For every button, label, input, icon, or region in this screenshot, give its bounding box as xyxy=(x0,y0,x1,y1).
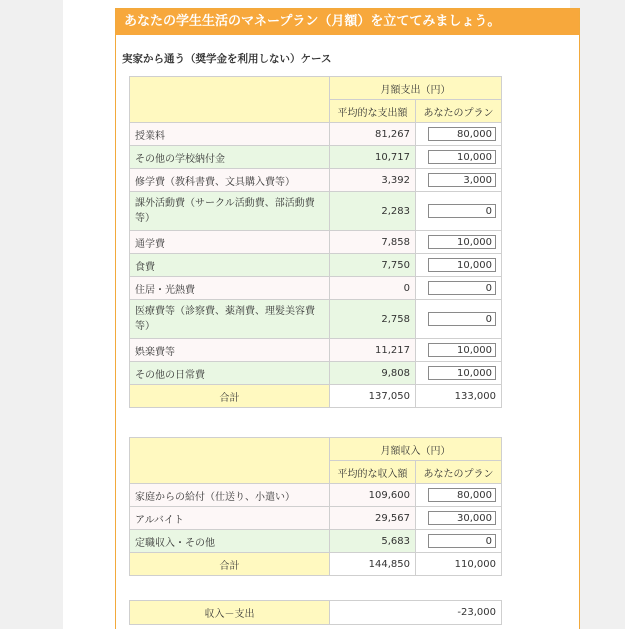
table-row xyxy=(130,192,502,231)
row-label: 課外活動費（サークル活動費、部活動費等） xyxy=(130,192,330,231)
page-title: あなたの学生生活のマネープラン（月額）を立ててみましょう。 xyxy=(116,9,579,35)
total-label: 合計 xyxy=(130,385,330,408)
total-average: 137,050 xyxy=(330,385,416,408)
income-col-plan: あなたのプラン xyxy=(416,461,502,484)
expense-col-avg: 平均的な支出額 xyxy=(330,100,416,123)
row-label: 食費 xyxy=(130,254,330,277)
table-row xyxy=(130,530,502,553)
row-average: 7,750 xyxy=(330,254,416,277)
table-row xyxy=(130,277,502,300)
table-row xyxy=(130,300,502,339)
row-label: その他の学校納付金 xyxy=(130,146,330,169)
plan-input[interactable]: 10,000 xyxy=(428,343,496,357)
income-table xyxy=(129,437,502,576)
table-row xyxy=(130,484,502,507)
plan-input[interactable]: 30,000 xyxy=(428,511,496,525)
total-plan: 110,000 xyxy=(416,553,502,576)
row-label: 授業料 xyxy=(130,123,330,146)
table-row xyxy=(130,231,502,254)
table-row xyxy=(130,146,502,169)
plan-input[interactable]: 10,000 xyxy=(428,366,496,380)
plan-input[interactable]: 0 xyxy=(428,312,496,326)
row-label: 娯楽費等 xyxy=(130,339,330,362)
row-label: 家庭からの給付（仕送り、小遣い） xyxy=(130,484,330,507)
plan-input[interactable]: 10,000 xyxy=(428,258,496,272)
total-row xyxy=(130,553,502,576)
row-average: 81,267 xyxy=(330,123,416,146)
expense-table xyxy=(129,76,502,408)
plan-input[interactable]: 0 xyxy=(428,534,496,548)
row-average: 2,283 xyxy=(330,192,416,231)
total-plan: 133,000 xyxy=(416,385,502,408)
row-label: 通学費 xyxy=(130,231,330,254)
expense-col-plan: あなたのプラン xyxy=(416,100,502,123)
row-label: 医療費等（診察費、薬剤費、理髪美容費等） xyxy=(130,300,330,339)
plan-input[interactable]: 10,000 xyxy=(428,150,496,164)
plan-input[interactable]: 10,000 xyxy=(428,235,496,249)
row-average: 7,858 xyxy=(330,231,416,254)
row-label: その他の日常費 xyxy=(130,362,330,385)
balance-table xyxy=(129,600,502,625)
row-average: 2,758 xyxy=(330,300,416,339)
total-label: 合計 xyxy=(130,553,330,576)
page xyxy=(63,0,570,629)
row-label: アルバイト xyxy=(130,507,330,530)
row-average: 11,217 xyxy=(330,339,416,362)
balance-label: 収入－支出 xyxy=(130,601,330,625)
total-average: 144,850 xyxy=(330,553,416,576)
expense-group-header: 月額支出（円） xyxy=(330,77,502,100)
table-row xyxy=(130,362,502,385)
row-average: 109,600 xyxy=(330,484,416,507)
income-header-blank xyxy=(130,438,330,484)
plan-input[interactable]: 0 xyxy=(428,204,496,218)
plan-input[interactable]: 0 xyxy=(428,281,496,295)
table-row xyxy=(130,339,502,362)
case-subtitle: 実家から通う（奨学金を利用しない）ケース xyxy=(122,53,332,65)
table-row xyxy=(130,123,502,146)
row-label: 修学費（教科書費、文具購入費等） xyxy=(130,169,330,192)
total-row xyxy=(130,385,502,408)
row-average: 0 xyxy=(330,277,416,300)
money-plan-panel xyxy=(115,8,580,629)
plan-input[interactable]: 80,000 xyxy=(428,127,496,141)
balance-row xyxy=(130,601,502,625)
expense-header-blank xyxy=(130,77,330,123)
row-average: 9,808 xyxy=(330,362,416,385)
row-average: 29,567 xyxy=(330,507,416,530)
income-group-header: 月額収入（円） xyxy=(330,438,502,461)
income-col-avg: 平均的な収入額 xyxy=(330,461,416,484)
row-average: 10,717 xyxy=(330,146,416,169)
plan-input[interactable]: 80,000 xyxy=(428,488,496,502)
row-label: 定職収入・その他 xyxy=(130,530,330,553)
row-average: 3,392 xyxy=(330,169,416,192)
plan-input[interactable]: 3,000 xyxy=(428,173,496,187)
table-row xyxy=(130,254,502,277)
table-row xyxy=(130,507,502,530)
table-row xyxy=(130,169,502,192)
row-average: 5,683 xyxy=(330,530,416,553)
row-label: 住居・光熱費 xyxy=(130,277,330,300)
balance-value: -23,000 xyxy=(330,601,502,625)
